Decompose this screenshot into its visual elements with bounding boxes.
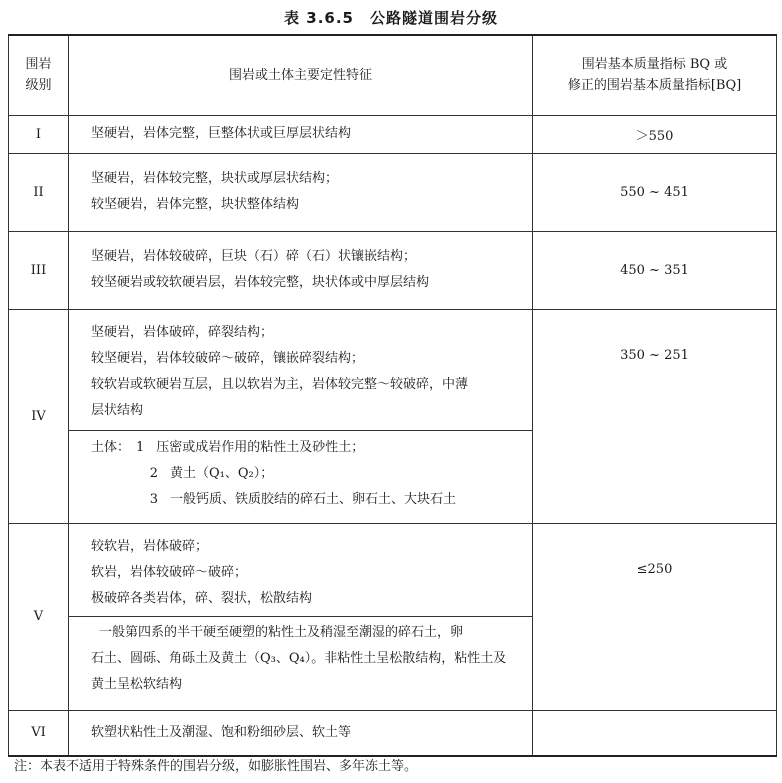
table-row-vi	[9, 710, 777, 756]
level-cell: IV	[9, 309, 69, 523]
table-row-ii	[9, 153, 777, 231]
rock-features: 坚硬岩，岩体破碎，碎裂结构； 较坚硬岩，岩体较破碎～破碎，镶嵌碎裂结构； 较软岩或软硬岩互层，且以软岩为主，岩体较完整～较破碎，中薄 层状结构	[69, 316, 532, 431]
level-cell: III	[9, 231, 69, 309]
header-bq: 围岩基本质量指标 BQ 或 修正的围岩基本质量指标[BQ]	[533, 35, 777, 115]
rock-classification-table	[8, 34, 777, 757]
level-cell: II	[9, 153, 69, 231]
soil-features	[69, 431, 532, 517]
features-cell: 坚硬岩，岩体较破碎，巨块（石）碎（石）状镶嵌结构； 较坚硬岩或较软硬岩层，岩体较完整，块状体或中厚层结构	[69, 231, 533, 309]
features-cell: 坚硬岩，岩体较完整，块状或厚层状结构； 较坚硬岩，岩体完整，块状整体结构	[69, 153, 533, 231]
features-cell	[69, 309, 533, 523]
rock-features: 较软岩，岩体破碎； 软岩，岩体较破碎～破碎； 极破碎各类岩体，碎、裂状，松散结构	[69, 532, 532, 617]
bq-cell	[533, 710, 777, 756]
table-title: 表 3.6.5 公路隧道围岩分级	[284, 9, 498, 27]
level-cell: I	[9, 115, 69, 153]
header-row	[9, 35, 777, 115]
table-row-iv	[9, 309, 777, 523]
bq-cell: 350 ~ 251	[533, 309, 777, 523]
bq-cell: 450 ~ 351	[533, 231, 777, 309]
soil-item: 土体： 1 压密或成岩作用的粘性土及砂性土；	[91, 439, 365, 455]
level-cell: V	[9, 523, 69, 710]
soil-features: 一般第四系的半干硬至硬塑的粘性土及稍湿至潮湿的碎石土，卵 石土、圆砾、角砾土及黄土（Q₃、Q₄）。非粘性土呈松散结构，粘性土及 黄土呈松软结构	[91, 625, 507, 692]
table-row-v	[9, 523, 777, 710]
features-cell: 软塑状粘性土及潮湿、饱和粉细砂层、软土等	[69, 710, 533, 756]
table-note: 注：本表不适用于特殊条件的围岩分级，如膨胀性围岩、多年冻土等。	[14, 759, 418, 774]
features-cell	[69, 523, 533, 710]
bq-cell: 550 ~ 451	[533, 153, 777, 231]
level-cell: VI	[9, 710, 69, 756]
table-row-iii	[9, 231, 777, 309]
header-features: 围岩或土体主要定性特征	[69, 35, 533, 115]
bq-cell: ≤250	[533, 523, 777, 710]
features-cell: 坚硬岩，岩体完整，巨整体状或巨厚层状结构	[69, 115, 533, 153]
soil-item: 2 黄土（Q₁、Q₂）；	[149, 465, 274, 481]
soil-item: 3 一般钙质、铁质胶结的碎石土、卵石土、大块石土	[149, 491, 457, 507]
bq-cell: ＞550	[533, 115, 777, 153]
header-level: 围岩 级别	[9, 35, 69, 115]
table-row-i	[9, 115, 777, 153]
